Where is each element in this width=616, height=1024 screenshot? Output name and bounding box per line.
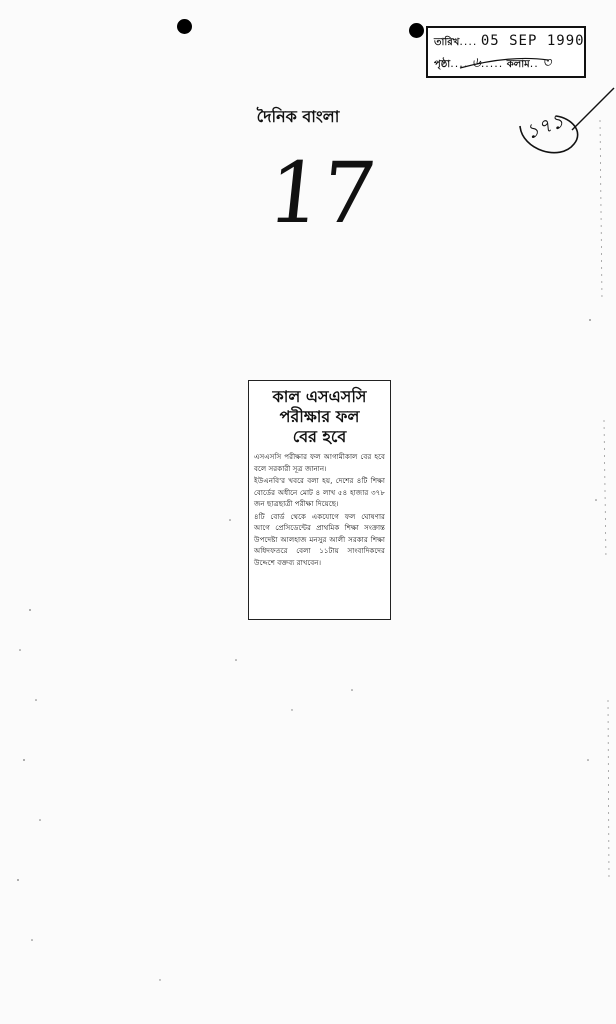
clipping-paragraph: এসএসসি পরীক্ষার ফল আগামীকাল বের হবে বলে সরকারী সূত্র জানান। [254, 452, 385, 473]
stamp-date-label: তারিখ [434, 37, 460, 48]
stamp-date-value: 05 SEP 1990 [480, 33, 585, 49]
headline-line: কাল এসএসসি [272, 387, 367, 406]
clipping-paragraph: ৪টি বোর্ড থেকে একযোগে ফল ঘোষণার আগে প্রেসিডেন্টের প্রাথমিক শিক্ষা সংক্রান্ত উপদেষ্টা আলহাজ মনসুর আলী সরকার শিক্ষা অধিদফতরে বেলা ১১টায় সাংবাদিকদের উদ্দেশে বক্তব্য রাখবেন। [254, 511, 385, 567]
stamp-page-label: পৃষ্ঠা [434, 59, 451, 70]
clipping-paragraph: ইউএনবি'র খবরে বলা হয়, দেশের ৪টি শিক্ষা বোর্ডের অধীনে মোট ৪ লাখ ৫৪ হাজার ৩৭৮ জন ছাত্রছাত্রী পরীক্ষা দিয়েছে। [254, 476, 385, 508]
newspaper-source: দৈনিক বাংলা [256, 107, 340, 126]
stamp-page-row: পৃষ্ঠা.... ৬..... কলাম.. ৩ [434, 55, 552, 71]
stamp-page-value: ৬ [471, 55, 481, 71]
stamp-column-value: ৩ [542, 55, 552, 71]
headline-line: পরীক্ষার ফল [279, 407, 360, 426]
circled-handwritten-note: ১৭১ [522, 108, 568, 145]
stamp-date-row: তারিখ.... 05 SEP 1990 [434, 33, 585, 49]
handwritten-number: 17 [263, 144, 381, 242]
stamp-column-label: কলাম [506, 59, 530, 70]
headline-line: বের হবে [292, 427, 347, 446]
